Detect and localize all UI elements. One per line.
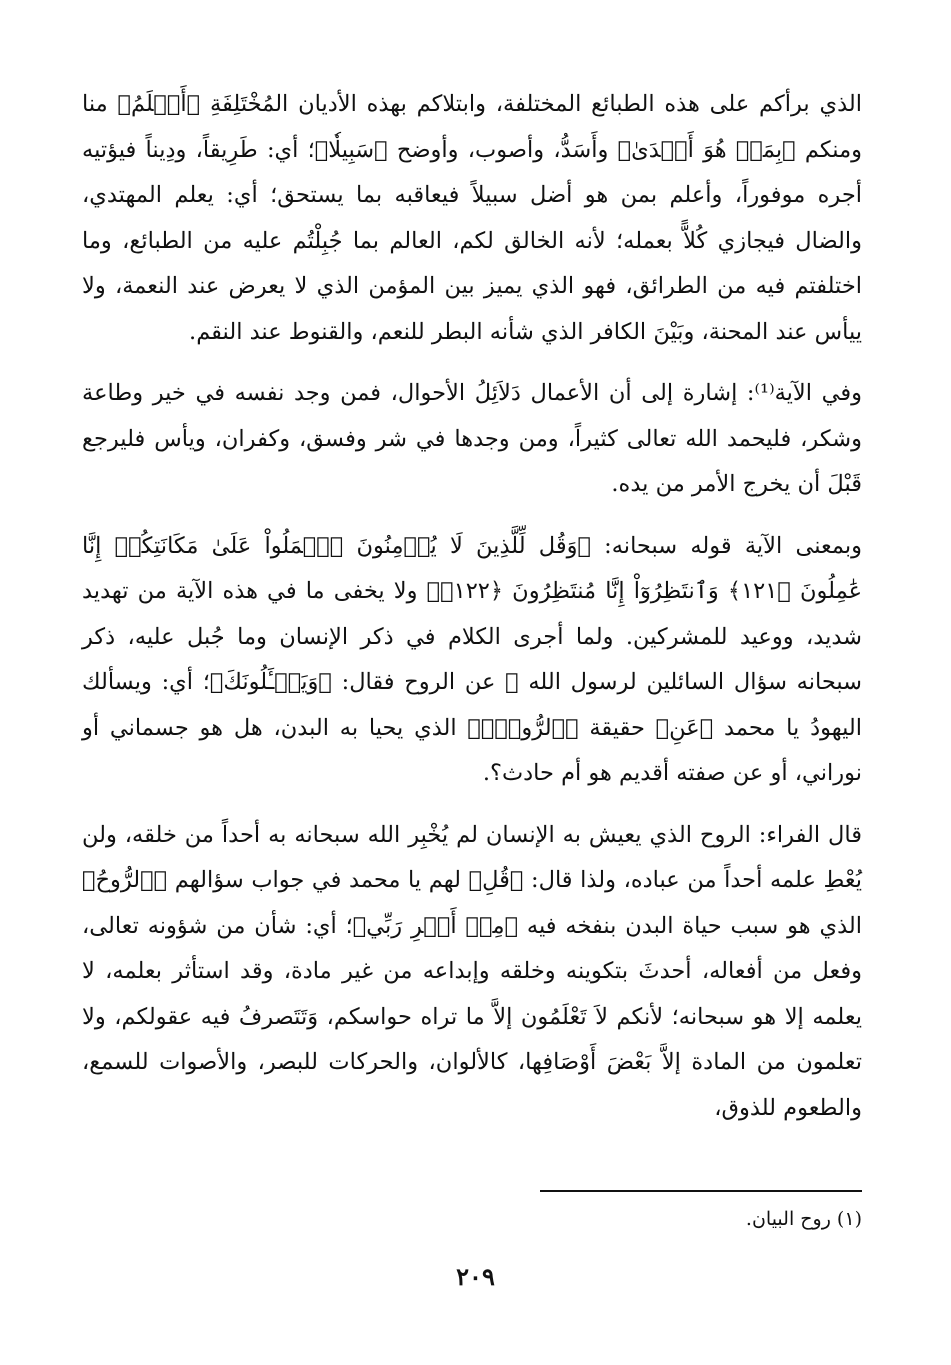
paragraph-1: الذي برأكم على هذه الطبائع المختلفة، وابتلاكم بهذه الأديان المُخْتَلِفَةِ ﴿أَعۡلَمُ﴾ منا ومنكم ﴿بِمَنۡ هُوَ أَهۡدَىٰ﴾ وأَسَدُّ، وأصوب، وأوضح ﴿سَبِيلٗا﴾؛ أي: طَرِيقاً، ودِيناً فيؤتيه أجره موفوراً، وأعلم بمن هو أضل سبيلاً فيعاقبه بما يستحق؛ أي: يعلم المهتدي، والضال فيجازي كُلاًّ بعمله؛ لأنه الخالق لكم، العالم بما جُبِلْتُم عليه من الطبائع، وما اختلفتم فيه من الطرائق، فهو الذي يميز بين المؤمن الذي لا يعرض عند النعمة، ولا ييأس عند المحنة، وبَيْنَ الكافر الذي شأنه البطر للنعم، والقنوط عند النقم. xyxy=(82,91,862,345)
paragraph-2: وفي الآية⁽¹⁾: إشارة إلى أن الأعمال دَلاَئِلُ الأحوال، فمن وجد نفسه في خير وطاعة وشكر، فليحمد الله تعالى كثيراً، ومن وجدها في شر وفسق، وكفران، ويأس فليرجع قَبْلَ أن يخرج الأمر من يده. xyxy=(82,380,862,497)
paragraph-4: قال الفراء: الروح الذي يعيش به الإنسان لم يُخْبِر الله سبحانه به أحداً من خلقه، ولن يُعْطِ علمه أحداً من عباده، ولذا قال: ﴿قُلِ﴾ لهم يا محمد في جواب سؤالهم ﴿ٱلرُّوحُ﴾ الذي هو سبب حياة البدن بنفخه فيه ﴿مِنۡ أَمۡرِ رَبِّي﴾؛ أي: شأن من شؤونه تعالى، وفعل من أفعاله، أحدثَ بتكوينه وخلقه وإبداعه من غير مادة، وقد استأثر بعلمه، لا يعلمه إلا هو سبحانه؛ لأنكم لاَ تَعْلَمُون إلاَّ ما تراه حواسكم، وَتَتَصرفُ فيه عقولكم، ولا تعلمون من المادة إلاَّ بَعْضَ أَوْصَافِها، كالألوان، والحركات للبصر، والأصوات للسمع، والطعوم للذوق، xyxy=(82,821,862,1121)
paragraph-3: وبمعنى الآية قوله سبحانه: ﴿وَقُل لِّلَّذِينَ لَا يُؤۡمِنُونَ ٱعۡمَلُواْ عَلَىٰ مَكَانَتِكُمۡ إِنَّا عَٰمِلُونَ ﴿١٢١﴾ وَٱنتَظِرُوٓاْ إِنَّا مُنتَظِرُونَ ﴿١٢٢﴾﴾ ولا يخفى ما في هذه الآية من تهديد شديد، ووعيد للمشركين. ولما أجرى الكلام في ذكر الإنسان وما جُبل عليه، ذكر سبحانه سؤال السائلين لرسول الله ﷺ عن الروح فقال: ﴿وَيَسۡـَٔلُونَكَ﴾؛ أي: ويسألك اليهودُ يا محمد ﴿عَنِ﴾ حقيقة ﴿ٱلرُّوحِۖ﴾ الذي يحيا به البدن، هل هو جسماني أو نوراني، أو عن صفته أقديم هو أم حادث؟. xyxy=(82,532,863,786)
footnote: (١) روح البيان. xyxy=(745,1208,862,1230)
page-body xyxy=(82,82,862,1131)
footnote-divider xyxy=(540,1190,862,1192)
page-number: ٢٠٩ xyxy=(456,1262,495,1291)
